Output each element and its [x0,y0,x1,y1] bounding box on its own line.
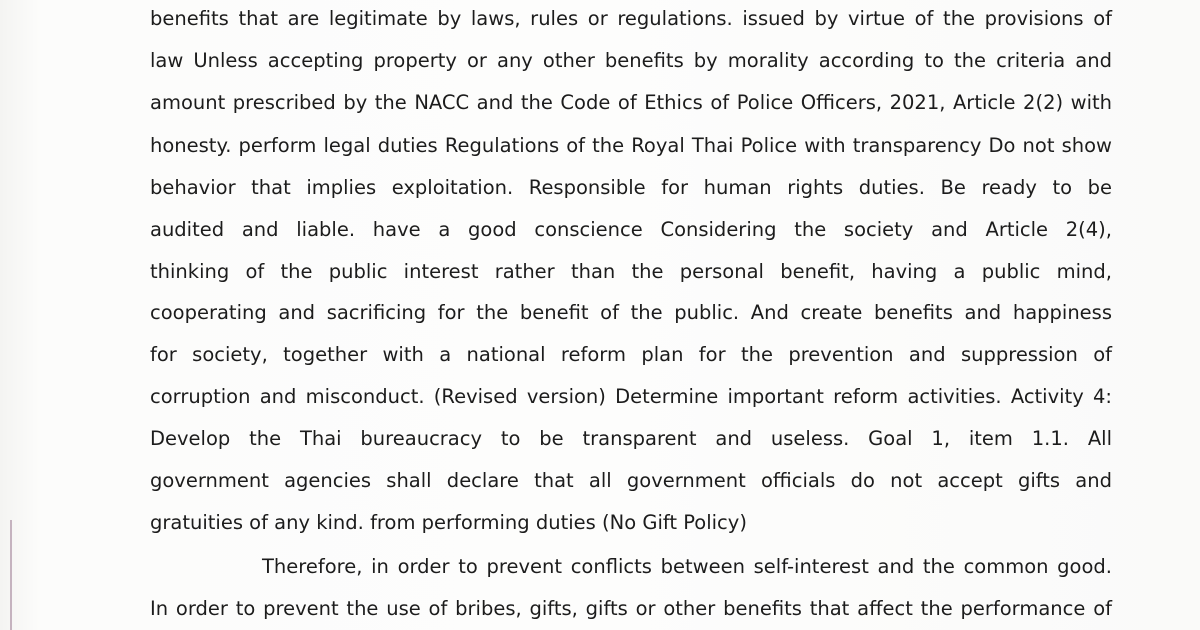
text-line-3: amount prescribed by the NACC and the Code of Ethics of Police Officers, 2021, Article 2(2) with [150,91,1112,114]
text-line-14: Therefore, in order to prevent conflicts between self-interest and the common good. [262,555,1112,578]
text-line-5: behavior that implies exploitation. Responsible for human rights duties. Be ready to be [150,176,1112,199]
text-line-13: gratuities of any kind. from performing duties (No Gift Policy) [150,511,747,534]
margin-mark [10,520,12,630]
text-line-8: cooperating and sacrificing for the benefit of the public. And create benefits and happiness [150,301,1112,324]
text-line-12: government agencies shall declare that all government officials do not accept gifts and [150,469,1112,492]
text-line-2: law Unless accepting property or any other benefits by morality according to the criteria and [150,49,1112,72]
text-line-6: audited and liable. have a good conscience Considering the society and Article 2(4), [150,218,1112,241]
text-line-15: In order to prevent the use of bribes, gifts, gifts or other benefits that affect the performance of [150,597,1112,620]
text-line-10: corruption and misconduct. (Revised version) Determine important reform activities. Activity 4: [150,385,1112,408]
text-line-7: thinking of the public interest rather than the personal benefit, having a public mind, [150,260,1112,283]
text-line-9: for society, together with a national reform plan for the prevention and suppression of [150,343,1112,366]
text-line-4: honesty. perform legal duties Regulations of the Royal Thai Police with transparency Do not show [150,134,1112,157]
text-line-11: Develop the Thai bureaucracy to be transparent and useless. Goal 1, item 1.1. All [150,427,1112,450]
text-line-1: benefits that are legitimate by laws, rules or regulations. issued by virtue of the provisions of [150,7,1112,30]
